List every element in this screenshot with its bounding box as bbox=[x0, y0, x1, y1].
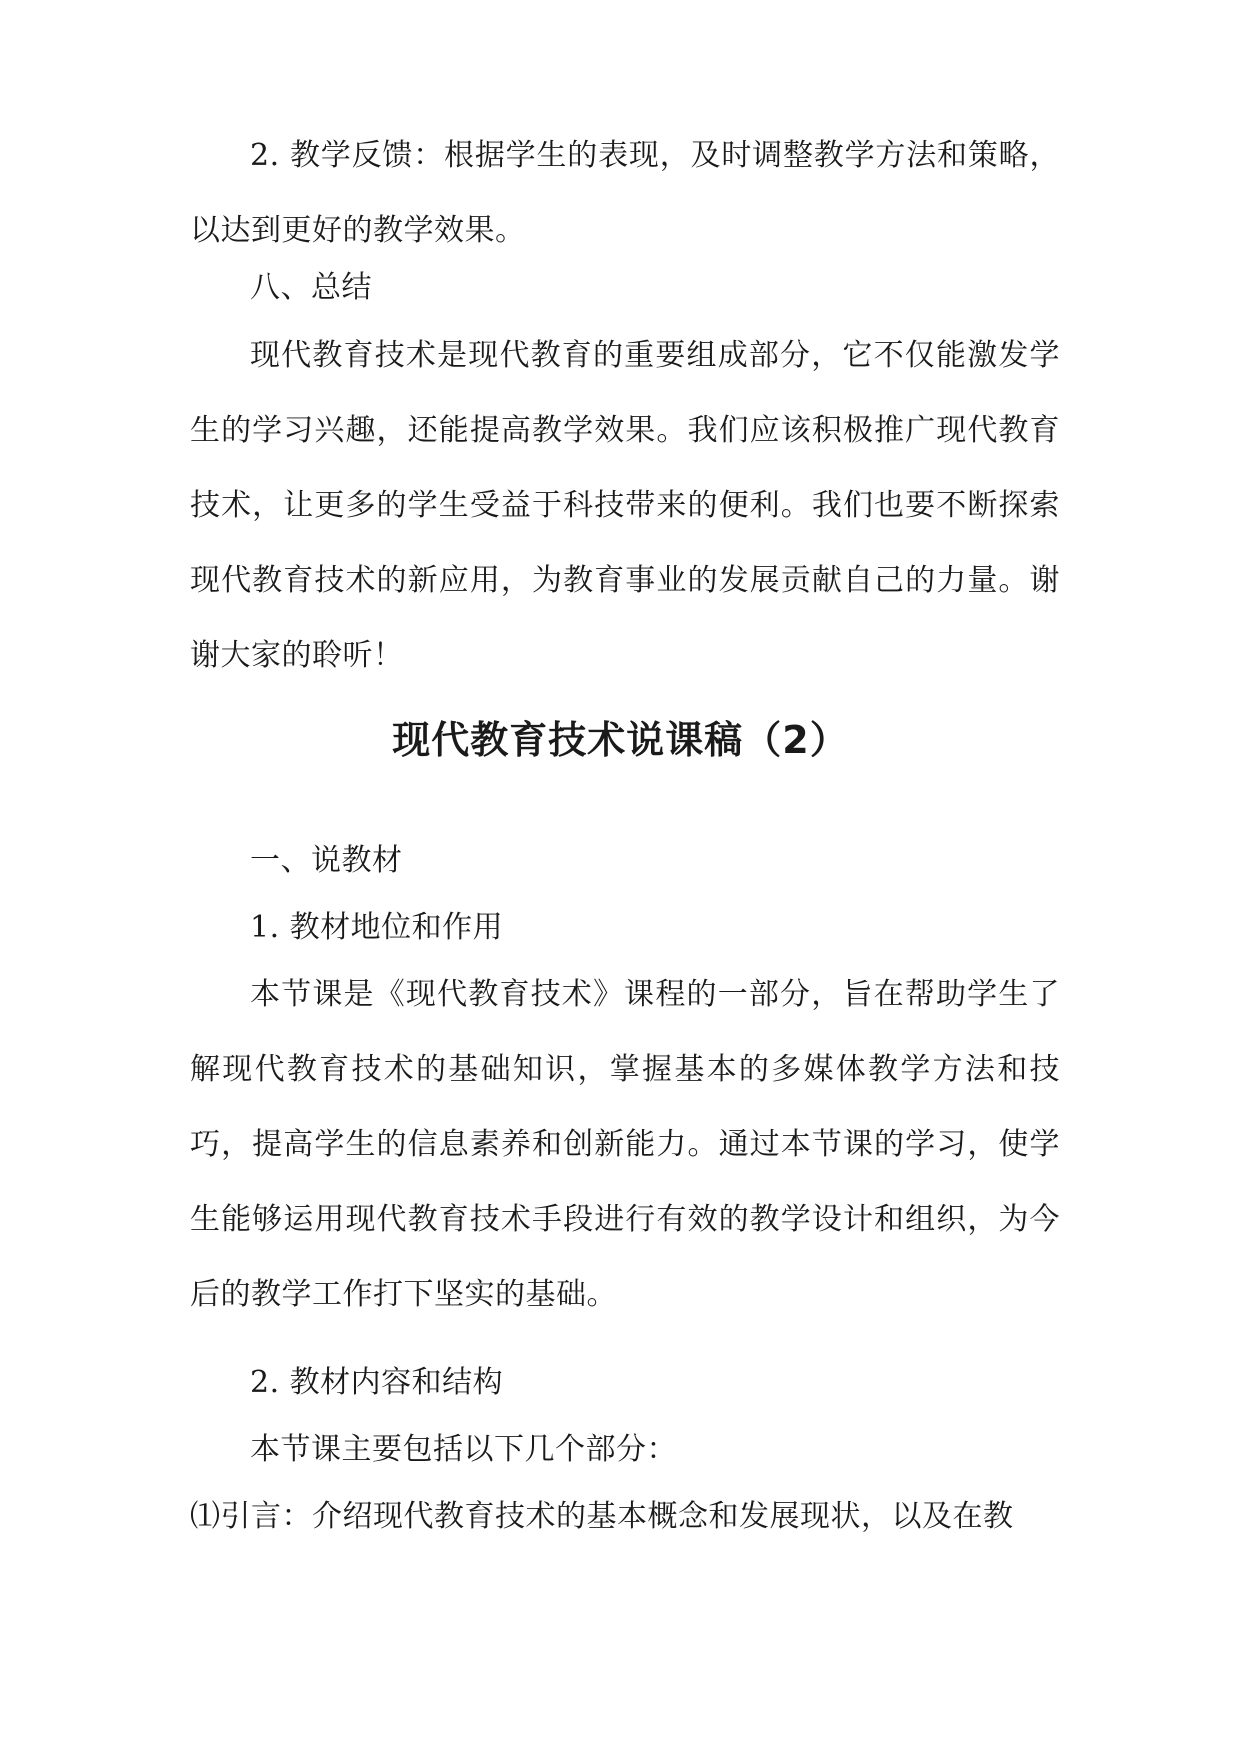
position-paragraph: 本节课是《现代教育技术》课程的一部分，旨在帮助学生了解现代教育技术的基础知识，掌握基本的多媒体教学方法和技巧，提高学生的信息素养和创新能力。通过本节课的学习，使学生能够运用现代教育技术手段进行有效的教学设计和组织，为今后的教学工作打下坚实的基础。 bbox=[190, 977, 1060, 1312]
feedback-item: 2. 教学反馈：根据学生的表现，及时调整教学方法和策略，以达到更好的教学效果。 bbox=[190, 138, 1060, 248]
position-subheading: 1. 教材地位和作用 bbox=[250, 910, 504, 945]
section-title: 现代教育技术说课稿（2） bbox=[392, 718, 849, 762]
summary-paragraph: 现代教育技术是现代教育的重要组成部分，它不仅能激发学生的学习兴趣，还能提高教学效果。我们应该积极推广现代教育技术，让更多的学生受益于科技带来的便利。我们也要不断探索现代教育技术的新应用，为教育事业的发展贡献自己的力量。谢谢大家的聆听！ bbox=[190, 338, 1060, 673]
intro-list-item: ⑴引言：介绍现代教育技术的基本概念和发展现状，以及在教 bbox=[190, 1499, 1014, 1534]
content-intro-paragraph: 本节课主要包括以下几个部分： bbox=[250, 1432, 677, 1467]
summary-heading: 八、总结 bbox=[250, 270, 372, 305]
content-subheading: 2. 教材内容和结构 bbox=[250, 1365, 504, 1400]
textbook-heading: 一、说教材 bbox=[250, 843, 403, 878]
